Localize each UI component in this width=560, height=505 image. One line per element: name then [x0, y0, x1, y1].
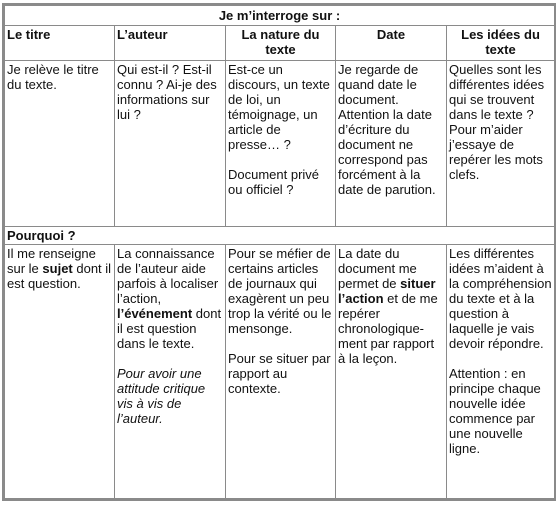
auteur-why-italic: Pour avoir une attitude critique vis à vis de l’auteur. [117, 365, 206, 426]
titre-why-text: Il me renseigne sur le sujet dont il est question. [7, 245, 112, 291]
emphasis-situer-action: situer l’action [338, 275, 436, 306]
auteur-why-text: La connaissance de l’auteur aide parfois à localiser l’action, l’événement dont il est question dans le texte. [117, 245, 222, 351]
emphasis-sujet: sujet [42, 260, 73, 276]
cell-date-question [336, 61, 447, 226]
cell-nature-why [226, 244, 336, 498]
cell-auteur-why [115, 244, 226, 498]
nature-why-text: Pour se méfier de certains articles de journaux qui exagèrent un peu trop la vérité ou le mensonge. [228, 245, 332, 336]
nature-question-text: Est-ce un discours, un texte de loi, un témoignage, un article de presse… ? [228, 62, 330, 153]
cell-titre-why [5, 244, 115, 498]
cell-date-why [336, 244, 447, 498]
cell-idees-why [447, 244, 555, 498]
cell-auteur-question [115, 61, 226, 226]
idees-question-text: Quelles sont les différentes idées qui se trouvent dans le texte ? Pour m’aider j’essaye de repérer les mots clefs. [449, 62, 545, 183]
titre-question-text: Je relève le titre du texte. [7, 62, 99, 93]
method-table-container [2, 3, 556, 501]
nature-question-text-2: Document privé ou officiel ? [228, 167, 320, 198]
emphasis-evenement: l’événement [117, 305, 193, 321]
cell-titre-question [5, 61, 115, 226]
nature-why-text-2: Pour se situer par rapport au contexte. [228, 350, 331, 396]
method-table [4, 5, 555, 499]
header-auteur: L’auteur [115, 26, 226, 61]
cell-nature-question [226, 61, 336, 226]
header-nature: La nature du texte [226, 26, 336, 61]
section-pourquoi: Pourquoi ? [5, 226, 555, 244]
auteur-question-text: Qui est-il ? Est-il connu ? Ai-je des informations sur lui ? [117, 62, 217, 123]
idees-why-text: Les différentes idées m’aident à la compréhension du texte et à la question à laquelle je vais devoir répondre. [449, 245, 552, 351]
header-date: Date [336, 26, 447, 61]
date-why-text: La date du document me permet de situer l’action et de me repérer chronologique-ment par rapport à la leçon. [338, 245, 438, 366]
header-titre: Le titre [5, 26, 115, 61]
idees-why-text-2: Attention : en principe chaque nouvelle idée commence par une nouvelle ligne. [449, 365, 541, 456]
date-question-text: Je regarde de quand date le document. Attention la date d’écriture du document ne correspond pas forcément à la date de parution. [338, 62, 436, 198]
table-title: Je m’interroge sur : [5, 6, 555, 26]
header-idees: Les idées du texte [447, 26, 555, 61]
cell-idees-question [447, 61, 555, 226]
